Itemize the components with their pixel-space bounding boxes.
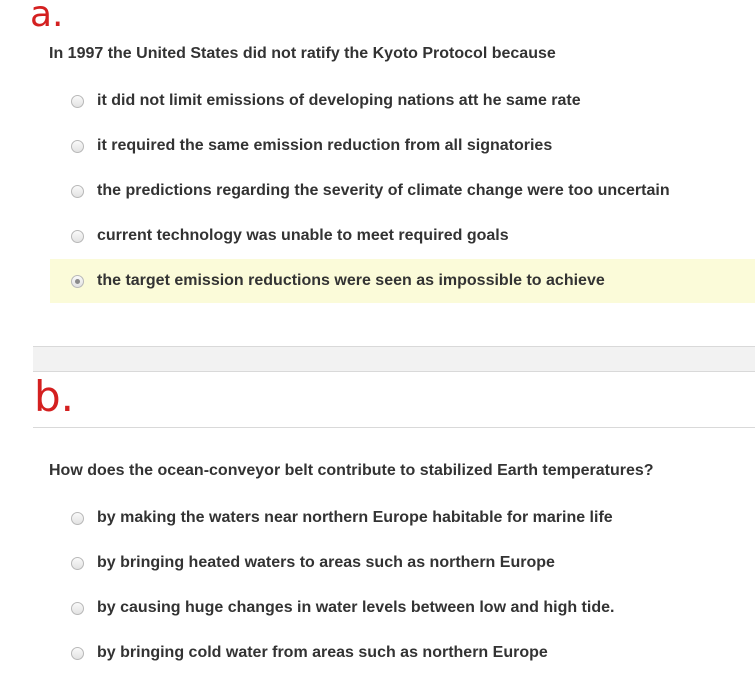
radio-button[interactable]: [71, 602, 84, 615]
option-a-2[interactable]: [50, 124, 552, 168]
option-label: it required the same emission reduction from all signatories: [97, 137, 553, 154]
option-a-4[interactable]: [50, 214, 509, 258]
option-a-1[interactable]: [50, 79, 581, 123]
radio-button[interactable]: [71, 185, 84, 198]
section-separator-band: [33, 346, 755, 372]
option-label: by bringing cold water from areas such as northern Europe: [97, 644, 548, 661]
option-label: by bringing heated waters to areas such as northern Europe: [97, 554, 555, 571]
radio-button[interactable]: [71, 140, 84, 153]
option-label: by causing huge changes in water levels between low and high tide.: [97, 599, 615, 616]
radio-button[interactable]: [71, 557, 84, 570]
option-b-2[interactable]: [50, 541, 555, 585]
option-b-4[interactable]: [50, 631, 548, 675]
option-a-5-selected[interactable]: [50, 259, 755, 303]
question-a-text: In 1997 the United States did not ratify the Kyoto Protocol because: [49, 45, 556, 62]
radio-button[interactable]: [71, 512, 84, 525]
option-label: the predictions regarding the severity of climate change were too uncertain: [97, 182, 670, 199]
option-label: current technology was unable to meet required goals: [97, 227, 509, 244]
handwritten-marker-a: a.: [30, 0, 64, 35]
section-divider: [33, 427, 755, 428]
radio-button[interactable]: [71, 95, 84, 108]
option-a-3[interactable]: [50, 169, 670, 213]
radio-button[interactable]: [71, 230, 84, 243]
option-label: it did not limit emissions of developing nations att he same rate: [97, 92, 581, 109]
option-label: the target emission reductions were seen as impossible to achieve: [97, 272, 605, 289]
option-label: by making the waters near northern Europe habitable for marine life: [97, 509, 613, 526]
option-b-3[interactable]: [50, 586, 614, 630]
radio-button[interactable]: [71, 647, 84, 660]
handwritten-marker-b: b.: [34, 372, 75, 421]
question-b-text: How does the ocean-conveyor belt contribute to stabilized Earth temperatures?: [49, 462, 654, 479]
option-b-1[interactable]: [50, 496, 613, 540]
radio-button-checked[interactable]: [71, 275, 84, 288]
